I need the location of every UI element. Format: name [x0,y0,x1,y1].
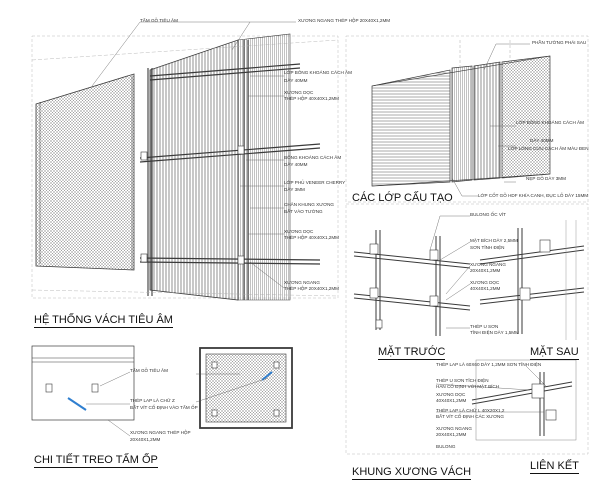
label-day-40-2: DÀY 40MM [284,162,308,167]
label-cot-go: LỚP CỐT GỖ HDF KHÍA CANH, ĐỤC LỖ DÀY 15MM [478,193,589,198]
title-joint: LIÊN KẾT [530,460,579,472]
label-size-j1: 40X40X1,2MM [436,398,467,403]
label-day-3: DÀY 3MM [284,187,305,192]
label-bulong-oc-vit: BULONG ỐC VÍT [470,212,506,217]
label-xuong-doc-2: XƯƠNG DỌC [284,229,314,234]
label-bat-vit-j: BẮT VÍT CỐ ĐỊNH CÁC XƯƠNG [436,414,504,419]
label-long-cuu: LỚP LÔNG CỪU CÁCH ÂM MÀU ĐEN [508,146,589,151]
label-size-20-40: 20X40X1,2MM [470,268,501,273]
label-thep-lap-z: THÉP LAP LÀ CHỮ Z [130,398,175,403]
label-han-co-dinh: HÀN CỐ ĐỊNH VỚI MẶT BÍCH [436,384,500,389]
title-layers: CÁC LỚP CẤU TẠO [352,192,453,204]
label-bong-khoang-2: BÔNG KHOÁNG CÁCH ÂM [284,155,342,160]
label-thep-hop-2: THÉP HỘP 40X40X1,2MM [284,235,339,240]
label-thep-hop-3: THÉP HỘP 20X40X1,2MM [284,286,339,291]
label-son-tinh-dien: SƠN TĨNH ĐIỆN [470,245,505,250]
label-tam-go-detail: TẤM GỖ TIÊU ÂM [130,368,168,373]
title-frame: KHUNG XƯƠNG VÁCH [352,466,472,478]
title-system: HỆ THỐNG VÁCH TIÊU ÂM [34,314,173,326]
label-phu-veneer: LỚP PHỦ VENEER CHERRY [284,180,346,185]
label-thep-lap-60: THÉP LAP LÀ 60X60 DÀY 1,2MM SƠN TĨNH ĐIỆN [436,362,542,367]
label-xuong-ngang-2: XƯƠNG NGANG [284,280,320,285]
label-thep-lap-l: THÉP LAP LÀ CHỮ L 40X20X1,2 [436,408,505,413]
label-size-d: 20X40X1,2MM [130,437,161,442]
label-bulong-j: BULONG [436,444,456,449]
label-xuong-doc-f: XƯƠNG DỌC [470,280,500,285]
label-xuong-ngang-d: XƯƠNG NGANG THÉP HỘP [130,430,191,435]
label-day-40-1: DÀY 40MM [284,78,308,83]
label-xuong-ngang-top: XƯƠNG NGANG THÉP HỘP 20X40X1,2MM [298,18,391,23]
label-size-j2: 20X40X1,2MM [436,432,467,437]
title-back: MẶT SAU [530,346,579,358]
label-bat-vao-tuong: BẮT VÀO TƯỜNG [284,209,323,214]
label-chan-khung: CHÂN KHUNG XƯƠNG [284,202,334,207]
label-mat-bich: MẶT BÍCH DÀY 2,5MM [470,238,518,243]
label-tam-go-top: TẤM GỖ TIÊU ÂM [140,18,178,23]
label-day-40-r: DÀY 40MM [530,138,554,143]
label-bong-khoang-1: LỚP BÔNG KHOÁNG CÁCH ÂM [284,70,352,75]
label-bong-khoang-r: LỚP BÔNG KHOÁNG CÁCH ÂM [516,120,584,125]
label-thep-u-son: THÉP U SƠN TĨCH ĐIỆN [436,378,489,383]
label-xuong-doc-j: XƯƠNG DỌC [436,392,466,397]
label-bat-vit: BẮT VÍT CỐ ĐỊNH VÀO TẤM ỐP [130,405,198,410]
label-nep-go: NẸP GỖ DÀY 3MM [526,176,566,181]
hanging-detail-view [32,346,292,428]
label-thep-u: THÉP U SƠN [470,324,499,329]
label-xuong-doc-1: XƯƠNG DỌC [284,90,314,95]
label-tinh-dien-15: TĨNH ĐIỆN DÀY 1,5MM [470,330,519,335]
label-phan-tuong: PHẦN TƯỜNG PHÁI SAU [532,40,587,45]
label-thep-hop-1: THÉP HỘP 40X40X1,2MM [284,96,339,101]
label-size-40-40: 40X40X1,2MM [470,286,501,291]
title-hanging: CHI TIẾT TREO TẤM ỐP [34,454,158,466]
title-front: MẶT TRƯỚC [378,346,446,358]
label-xuong-ngang-f: XƯƠNG NGANG [470,262,506,267]
label-xuong-ngang-j: XƯƠNG NGANG [436,426,472,431]
